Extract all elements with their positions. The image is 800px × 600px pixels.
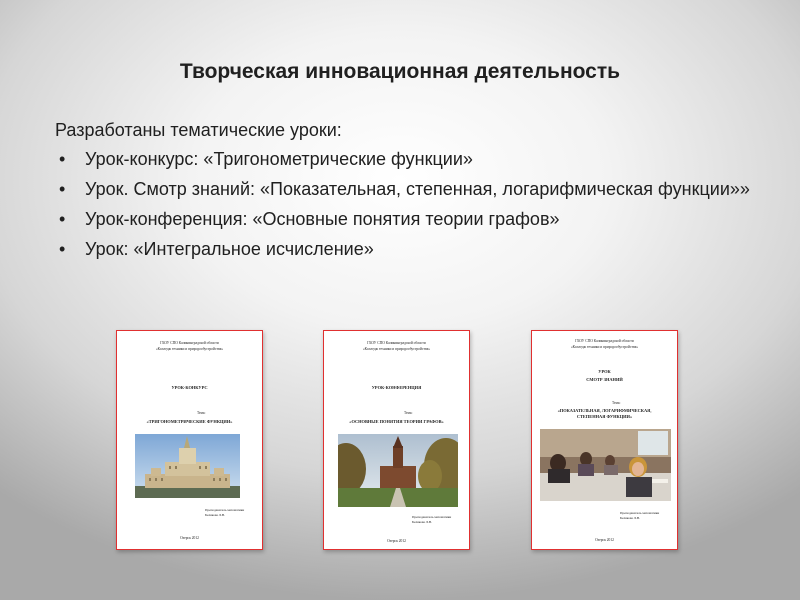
cover-college: «Колледж техники и природообустройства» — [155, 347, 224, 351]
slide-body — [55, 117, 755, 266]
cover-school: ГБОУ СПО Калининградской области — [160, 341, 219, 345]
lessons-list — [55, 146, 755, 263]
bullet-icon: • — [59, 149, 66, 169]
cover-college: «Колледж техники и природообустройства» — [362, 347, 431, 351]
classroom-students-photo — [540, 429, 671, 501]
lesson-text: Урок: «Интегральное исчисление» — [85, 239, 374, 259]
cover-topic: «ПОКАЗАТЕЛЬНАЯ, ЛОГАРИФМИЧЕСКАЯ, СТЕПЕННАЯ ФУНКЦИИ» — [557, 408, 652, 419]
cathedral-park-photo — [338, 434, 458, 507]
cover-topic: «ОСНОВНЫЕ ПОНЯТИЯ ТЕОРИИ ГРАФОВ» — [349, 419, 444, 424]
bullet-icon: • — [59, 239, 66, 259]
cover-author: Белякова Л.В. — [412, 520, 433, 524]
lesson-text: Урок-конкурс: «Тригонометрические функции» — [85, 149, 473, 169]
cover-topic: «ТРИГОНОМЕТРИЧЕСКИЕ ФУНКЦИИ» — [146, 419, 233, 424]
cover-author-label: Преподаватель математики — [205, 508, 245, 512]
cover-school: ГБОУ СПО Калининградской области — [367, 341, 426, 345]
cover-college: «Колледж техники и природообустройства» — [570, 345, 639, 349]
cover-type: УРОК-КОНФЕРЕНЦИЯ — [371, 385, 422, 390]
list-item — [55, 146, 755, 173]
cover-type: УРОК-КОНКУРС — [171, 385, 208, 390]
list-item — [55, 236, 755, 263]
bullet-icon: • — [59, 179, 66, 199]
cover-type-subtitle: СМОТР ЗНАНИЙ — [586, 377, 623, 382]
cover-author-label: Преподаватель математики — [412, 515, 452, 519]
cover-lesson-conference — [323, 330, 470, 550]
cover-footer: Озерск 2012 — [387, 539, 406, 543]
bullet-icon: • — [59, 209, 66, 229]
list-item — [55, 176, 755, 203]
slide-title: Творческая инновационная деятельность — [179, 60, 621, 83]
cover-author: Белякова Л.В. — [205, 513, 226, 517]
list-item — [55, 206, 755, 233]
cover-topic-label: Тема: — [197, 411, 206, 415]
cover-lesson-contest — [116, 330, 263, 550]
cover-topic-label: Тема: — [404, 411, 413, 415]
cover-footer: Озерск 2012 — [595, 538, 614, 542]
lesson-text: Урок-конференция: «Основные понятия теории графов» — [85, 209, 560, 229]
cover-topic-label: Тема: — [612, 401, 621, 405]
university-building-photo — [135, 434, 240, 498]
cover-school: ГБОУ СПО Калининградской области — [575, 339, 634, 343]
cover-type: УРОК — [598, 369, 611, 374]
cover-lesson-knowledge-review — [531, 330, 678, 550]
cover-footer: Озерск 2012 — [180, 536, 199, 540]
cover-author: Белякова Л.В. — [620, 516, 641, 520]
cover-author-label: Преподаватель математики — [620, 511, 660, 515]
intro-text: Разработаны тематические уроки: — [55, 120, 342, 140]
lesson-text: Урок. Смотр знаний: «Показательная, степенная, логарифмическая функции»» — [85, 179, 750, 199]
